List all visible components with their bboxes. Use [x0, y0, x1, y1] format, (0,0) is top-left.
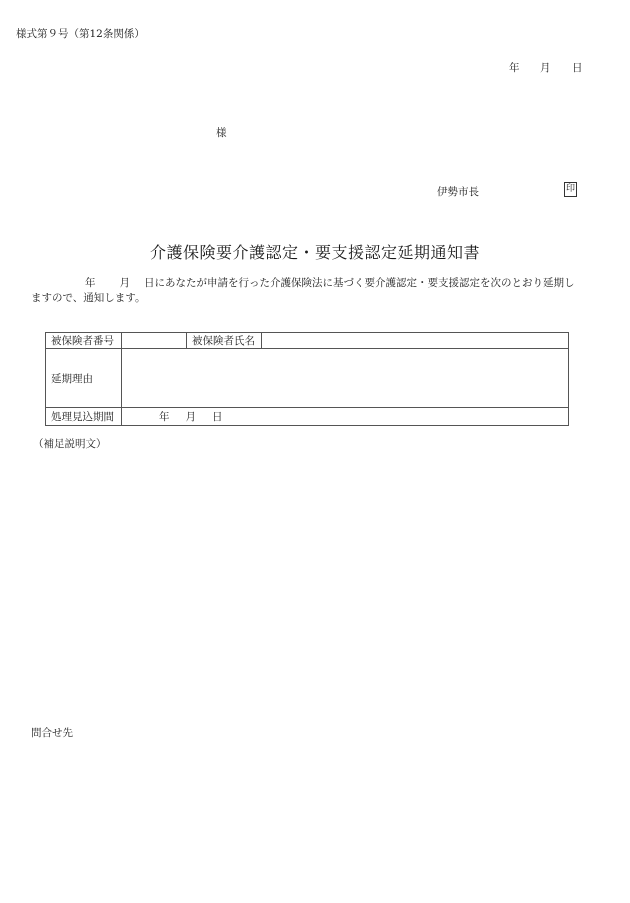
body-month-label: 月 — [119, 277, 130, 289]
period-label: 処理見込期間 — [46, 408, 122, 426]
document-title: 介護保険要介護認定・要支援認定延期通知書 — [149, 243, 480, 262]
issuer-title: 伊勢市長 — [437, 186, 479, 198]
insured-number-value[interactable] — [122, 333, 187, 349]
table-row-reason — [46, 349, 569, 408]
body-year-label: 年 — [85, 277, 96, 289]
date-day-label: 日 — [572, 62, 583, 74]
reason-value[interactable] — [122, 349, 569, 408]
insured-name-label: 被保険者氏名 — [187, 333, 262, 349]
insured-name-value[interactable] — [262, 333, 569, 349]
date-month-label: 月 — [540, 62, 551, 74]
notice-body — [31, 276, 591, 306]
period-day-label: 日 — [212, 411, 223, 423]
contact-label: 問合せ先 — [31, 727, 73, 739]
period-value[interactable] — [122, 408, 569, 426]
addressee-suffix: 様 — [216, 127, 227, 139]
body-line1-text: 日にあなたが申請を行った介護保険法に基づく要介護認定・要支援認定を次のとおり延期し — [144, 277, 575, 289]
reason-label: 延期理由 — [46, 349, 122, 408]
insured-number-label: 被保険者番号 — [46, 333, 122, 349]
table-row-insured — [46, 333, 569, 349]
notice-info-table — [45, 332, 569, 426]
date-year-label: 年 — [509, 62, 520, 74]
notice-body-line-2: ますので、通知します。 — [31, 292, 146, 304]
table-row-period — [46, 408, 569, 426]
seal-stamp: 印 — [564, 182, 577, 197]
period-month-label: 月 — [185, 411, 196, 423]
notice-body-line-1 — [31, 276, 591, 291]
period-year-label: 年 — [159, 411, 170, 423]
form-number: 様式第９号（第12条関係） — [16, 28, 145, 40]
supplement-label: （補足説明文） — [33, 438, 107, 450]
